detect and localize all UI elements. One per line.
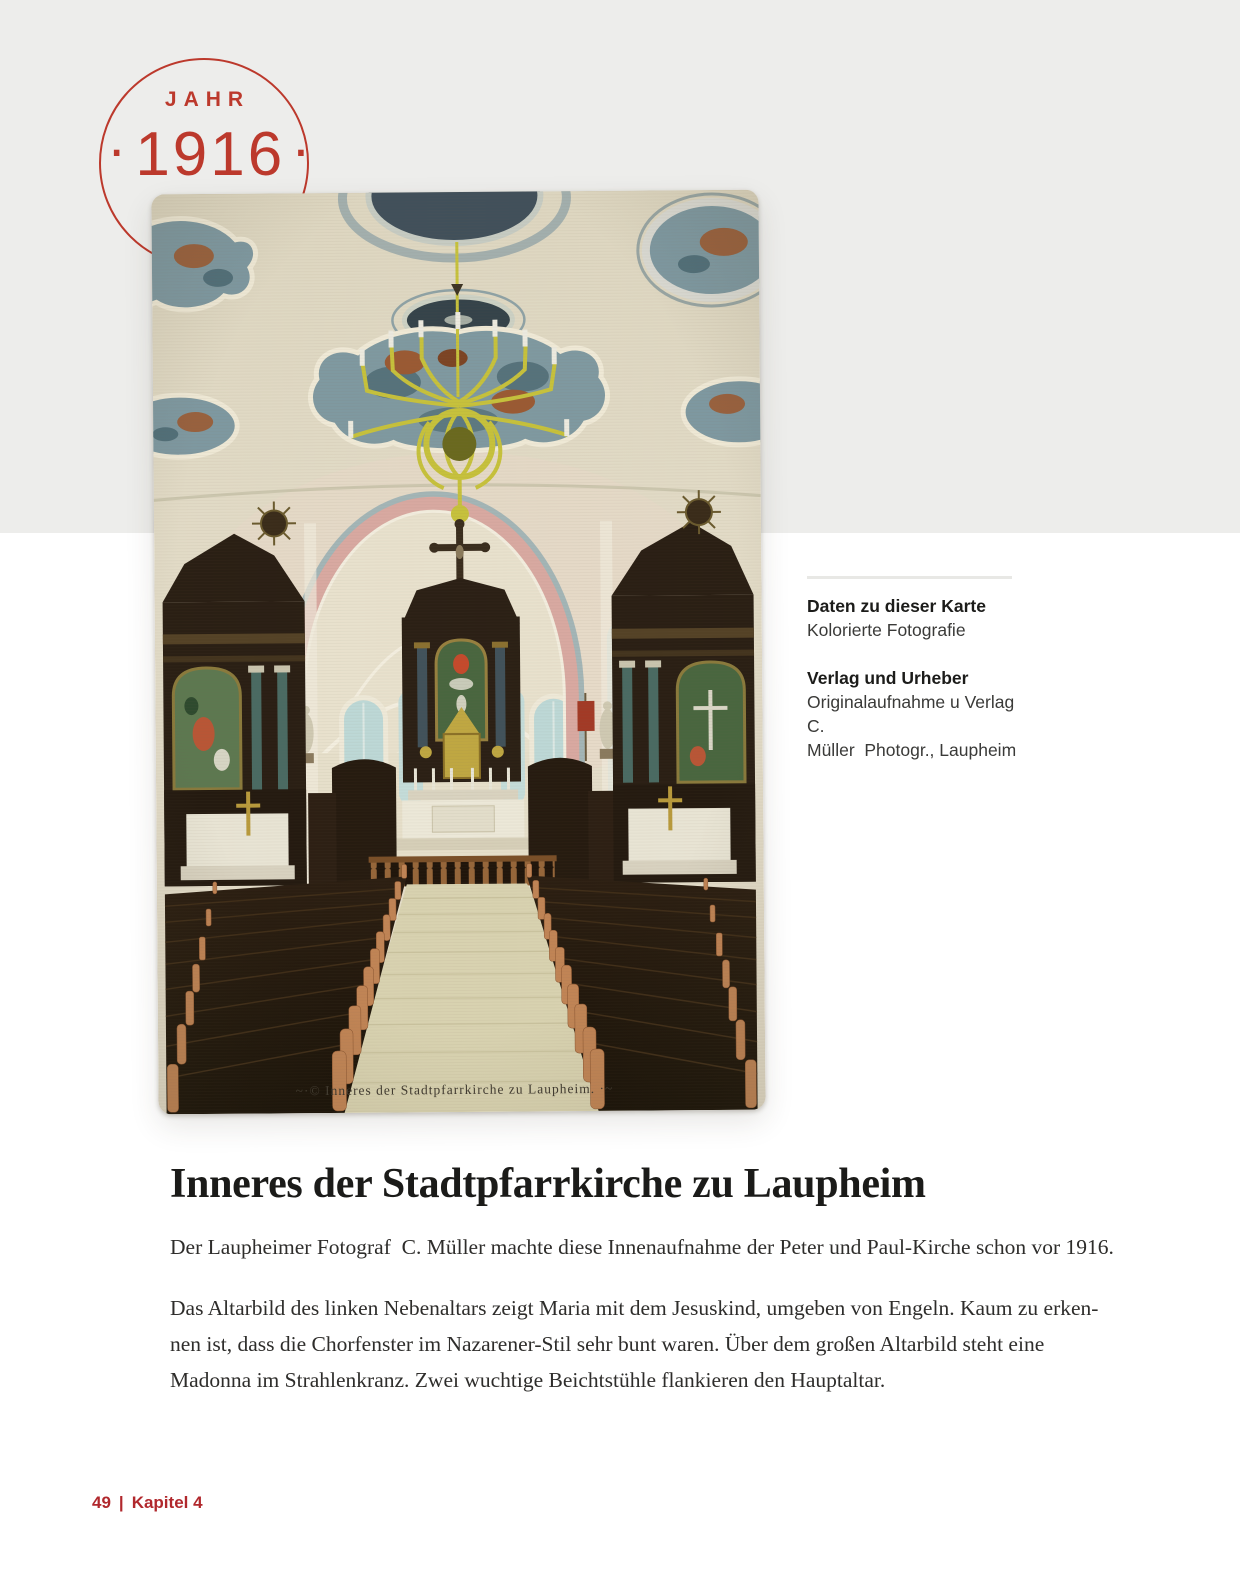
article-paragraph-2 <box>170 1290 1130 1398</box>
paragraph-2-line-2: nen ist, dass die Chorfenster im Nazarener-Stil sehr bunt waren. Über dem großen Altarbild steht eine <box>170 1332 1045 1356</box>
publisher-line-1: Originalaufnahme u Verlag C. <box>807 692 1020 736</box>
publisher-heading: Verlag und Urheber <box>807 668 969 688</box>
card-info-sidebar <box>807 576 1032 762</box>
church-interior-image <box>151 190 765 1115</box>
footer-separator: | <box>118 1493 124 1512</box>
paragraph-2-line-3: Madonna im Strahlenkranz. Zwei wuchtige Beichtstühle flankieren den Hauptaltar. <box>170 1368 886 1392</box>
page-number: 49 <box>92 1493 111 1512</box>
year-badge-label: JAHR <box>164 88 251 111</box>
article-paragraph-1: Der Laupheimer Fotograf C. Müller machte diese Innenaufnahme der Peter und Paul-Kirche schon vor 1916. <box>170 1235 1114 1259</box>
year-badge-left-dot: · <box>107 117 130 182</box>
sidebar-divider <box>807 576 1012 579</box>
year-badge-year <box>101 116 314 190</box>
sidebar-spacer <box>807 642 1032 666</box>
publisher-line-2: Müller Photogr., Laupheim <box>807 740 1017 760</box>
year-value: 1916 <box>135 120 286 189</box>
chapter-label: Kapitel 4 <box>131 1493 203 1512</box>
vignette <box>151 190 765 1115</box>
paragraph-2-line-1: Das Altarbild des linken Nebenaltars zeigt Maria mit dem Jesuskind, umgeben von Engeln. Kaum zu erken- <box>170 1296 1099 1320</box>
page-title: Inneres der Stadtpfarrkirche zu Laupheim <box>170 1161 926 1207</box>
year-badge-right-dot: · <box>291 117 314 182</box>
card-data-heading: Daten zu dieser Karte <box>807 596 986 616</box>
card-data-value: Kolorierte Fotografie <box>807 620 966 640</box>
postcard-photo <box>151 190 765 1115</box>
page-footer <box>92 1493 203 1513</box>
